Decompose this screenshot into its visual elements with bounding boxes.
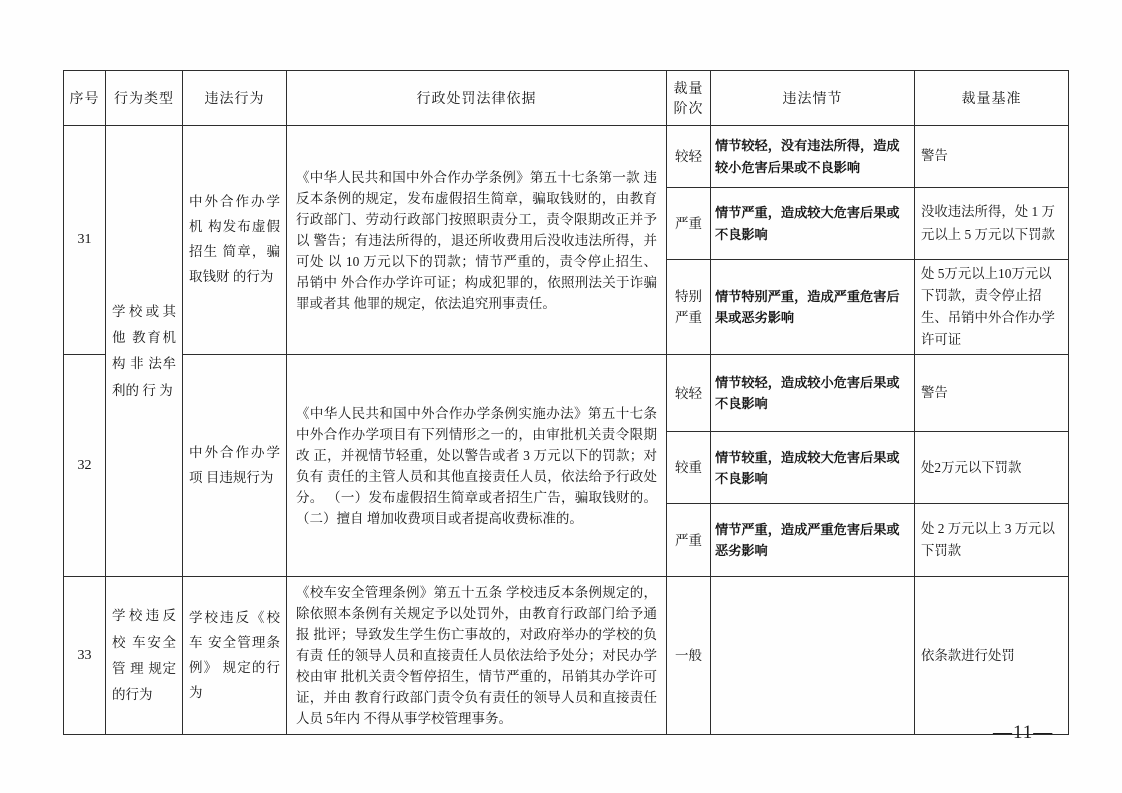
cell-tier-level-31-3: 特别严重 (667, 260, 711, 355)
cell-serial-33: 33 (64, 577, 106, 735)
penalty-discretion-table (63, 70, 1069, 735)
table-row-31-tier-1 (64, 126, 1069, 188)
cell-circumstance-31-3: 情节特别严重，造成严重危害后果或恶劣影响 (711, 260, 915, 355)
cell-circumstance-31-2: 情节严重，造成较大危害后果或不良影响 (711, 188, 915, 260)
table-row-32-tier-1 (64, 355, 1069, 432)
cell-behavior-type-33: 学校违反校 车安全管 理 规定的行为 (106, 577, 183, 735)
table-header-row (64, 71, 1069, 126)
cell-circumstance-33 (711, 577, 915, 735)
cell-serial-31: 31 (64, 126, 106, 355)
cell-legal-basis-33: 《校车安全管理条例》第五十五条 学校违反本条例规定的， 除依照本条例有关规定予以处罚外，由教育行政部门给予通报 批评；导致发生学生伤亡事故的，对政府举办的学校的负有责 任的领导人员和直接责任人员依法给予处分；对民办学校由审 批机关责令暂停招生，情节严重的，吊销其办学许可证，并由 教育行政部门责令负有责任的领导人员和直接责任人员 5年内 不得从事学校管理事务。 (287, 577, 667, 735)
cell-serial-32: 32 (64, 355, 106, 577)
page-number: —11— (993, 722, 1054, 743)
cell-tier-level-33: 一般 (667, 577, 711, 735)
header-discretion-level: 裁量阶次 (667, 71, 711, 126)
cell-illegal-act-31: 中外合作办学机 构发布虚假招生 简章，骗取钱财 的行为 (183, 126, 287, 355)
cell-illegal-act-32: 中外合作办学项 目违规行为 (183, 355, 287, 577)
cell-tier-level-32-1: 较轻 (667, 355, 711, 432)
cell-tier-level-31-2: 严重 (667, 188, 711, 260)
cell-benchmark-33: 依条款进行处罚 (915, 577, 1069, 735)
header-behavior-type: 行为类型 (106, 71, 183, 126)
cell-legal-basis-32: 《中华人民共和国中外合作办学条例实施办法》第五十七条 中外合作办学项目有下列情形之一的，由审批机关责令限期改 正，并视情节轻重，处以警告或者 3 万元以下的罚款；对负有 责任的主管人员和其他直接责任人员，依法给予行政处分。 （一）发布虚假招生简章或者招生广告，骗取钱财的。（二）擅自 增加收费项目或者提高收费标准的。 (287, 355, 667, 577)
cell-benchmark-32-3: 处 2 万元以上 3 万元以下罚款 (915, 504, 1069, 577)
cell-circumstance-32-1: 情节较轻，造成较小危害后果或不良影响 (711, 355, 915, 432)
header-serial-number: 序号 (64, 71, 106, 126)
header-discretion-benchmark: 裁量基准 (915, 71, 1069, 126)
table-row-33 (64, 577, 1069, 735)
cell-tier-level-32-2: 较重 (667, 432, 711, 504)
cell-benchmark-31-2: 没收违法所得，处 1 万元以上 5 万元以下罚款 (915, 188, 1069, 260)
cell-benchmark-32-2: 处2万元以下罚款 (915, 432, 1069, 504)
cell-benchmark-31-1: 警告 (915, 126, 1069, 188)
header-illegal-circumstance: 违法情节 (711, 71, 915, 126)
cell-benchmark-32-1: 警告 (915, 355, 1069, 432)
cell-circumstance-32-2: 情节较重，造成较大危害后果或不良影响 (711, 432, 915, 504)
cell-legal-basis-31: 《中华人民共和国中外合作办学条例》第五十七条第一款 违反本条例的规定，发布虚假招生简章，骗取钱财的，由教育 行政部门、劳动行政部门按照职责分工，责令限期改正并予以 警告；有违法所得的，退还所收费用后没收违法所得，并可处 以 10 万元以下的罚款；情节严重的，责令停止招生、吊销中 外合作办学许可证；构成犯罪的，依照刑法关于诈骗罪或者其 他罪的规定，依法追究刑事责任。 (287, 126, 667, 355)
header-illegal-act: 违法行为 (183, 71, 287, 126)
cell-tier-level-31-1: 较轻 (667, 126, 711, 188)
cell-circumstance-32-3: 情节严重，造成严重危害后果或恶劣影响 (711, 504, 915, 577)
cell-circumstance-31-1: 情节较轻，没有违法所得，造成较小危害后果或不良影响 (711, 126, 915, 188)
cell-behavior-type-31-32: 学校或其他 教育机构 非 法牟利的 行 为 (106, 126, 183, 577)
cell-benchmark-31-3: 处 5万元以上10万元以下罚款，责令停止招生、吊销中外合作办学许可证 (915, 260, 1069, 355)
cell-illegal-act-33: 学校违反《校车 安全管理条例》 规定的行为 (183, 577, 287, 735)
cell-tier-level-32-3: 严重 (667, 504, 711, 577)
header-legal-basis: 行政处罚法律依据 (287, 71, 667, 126)
